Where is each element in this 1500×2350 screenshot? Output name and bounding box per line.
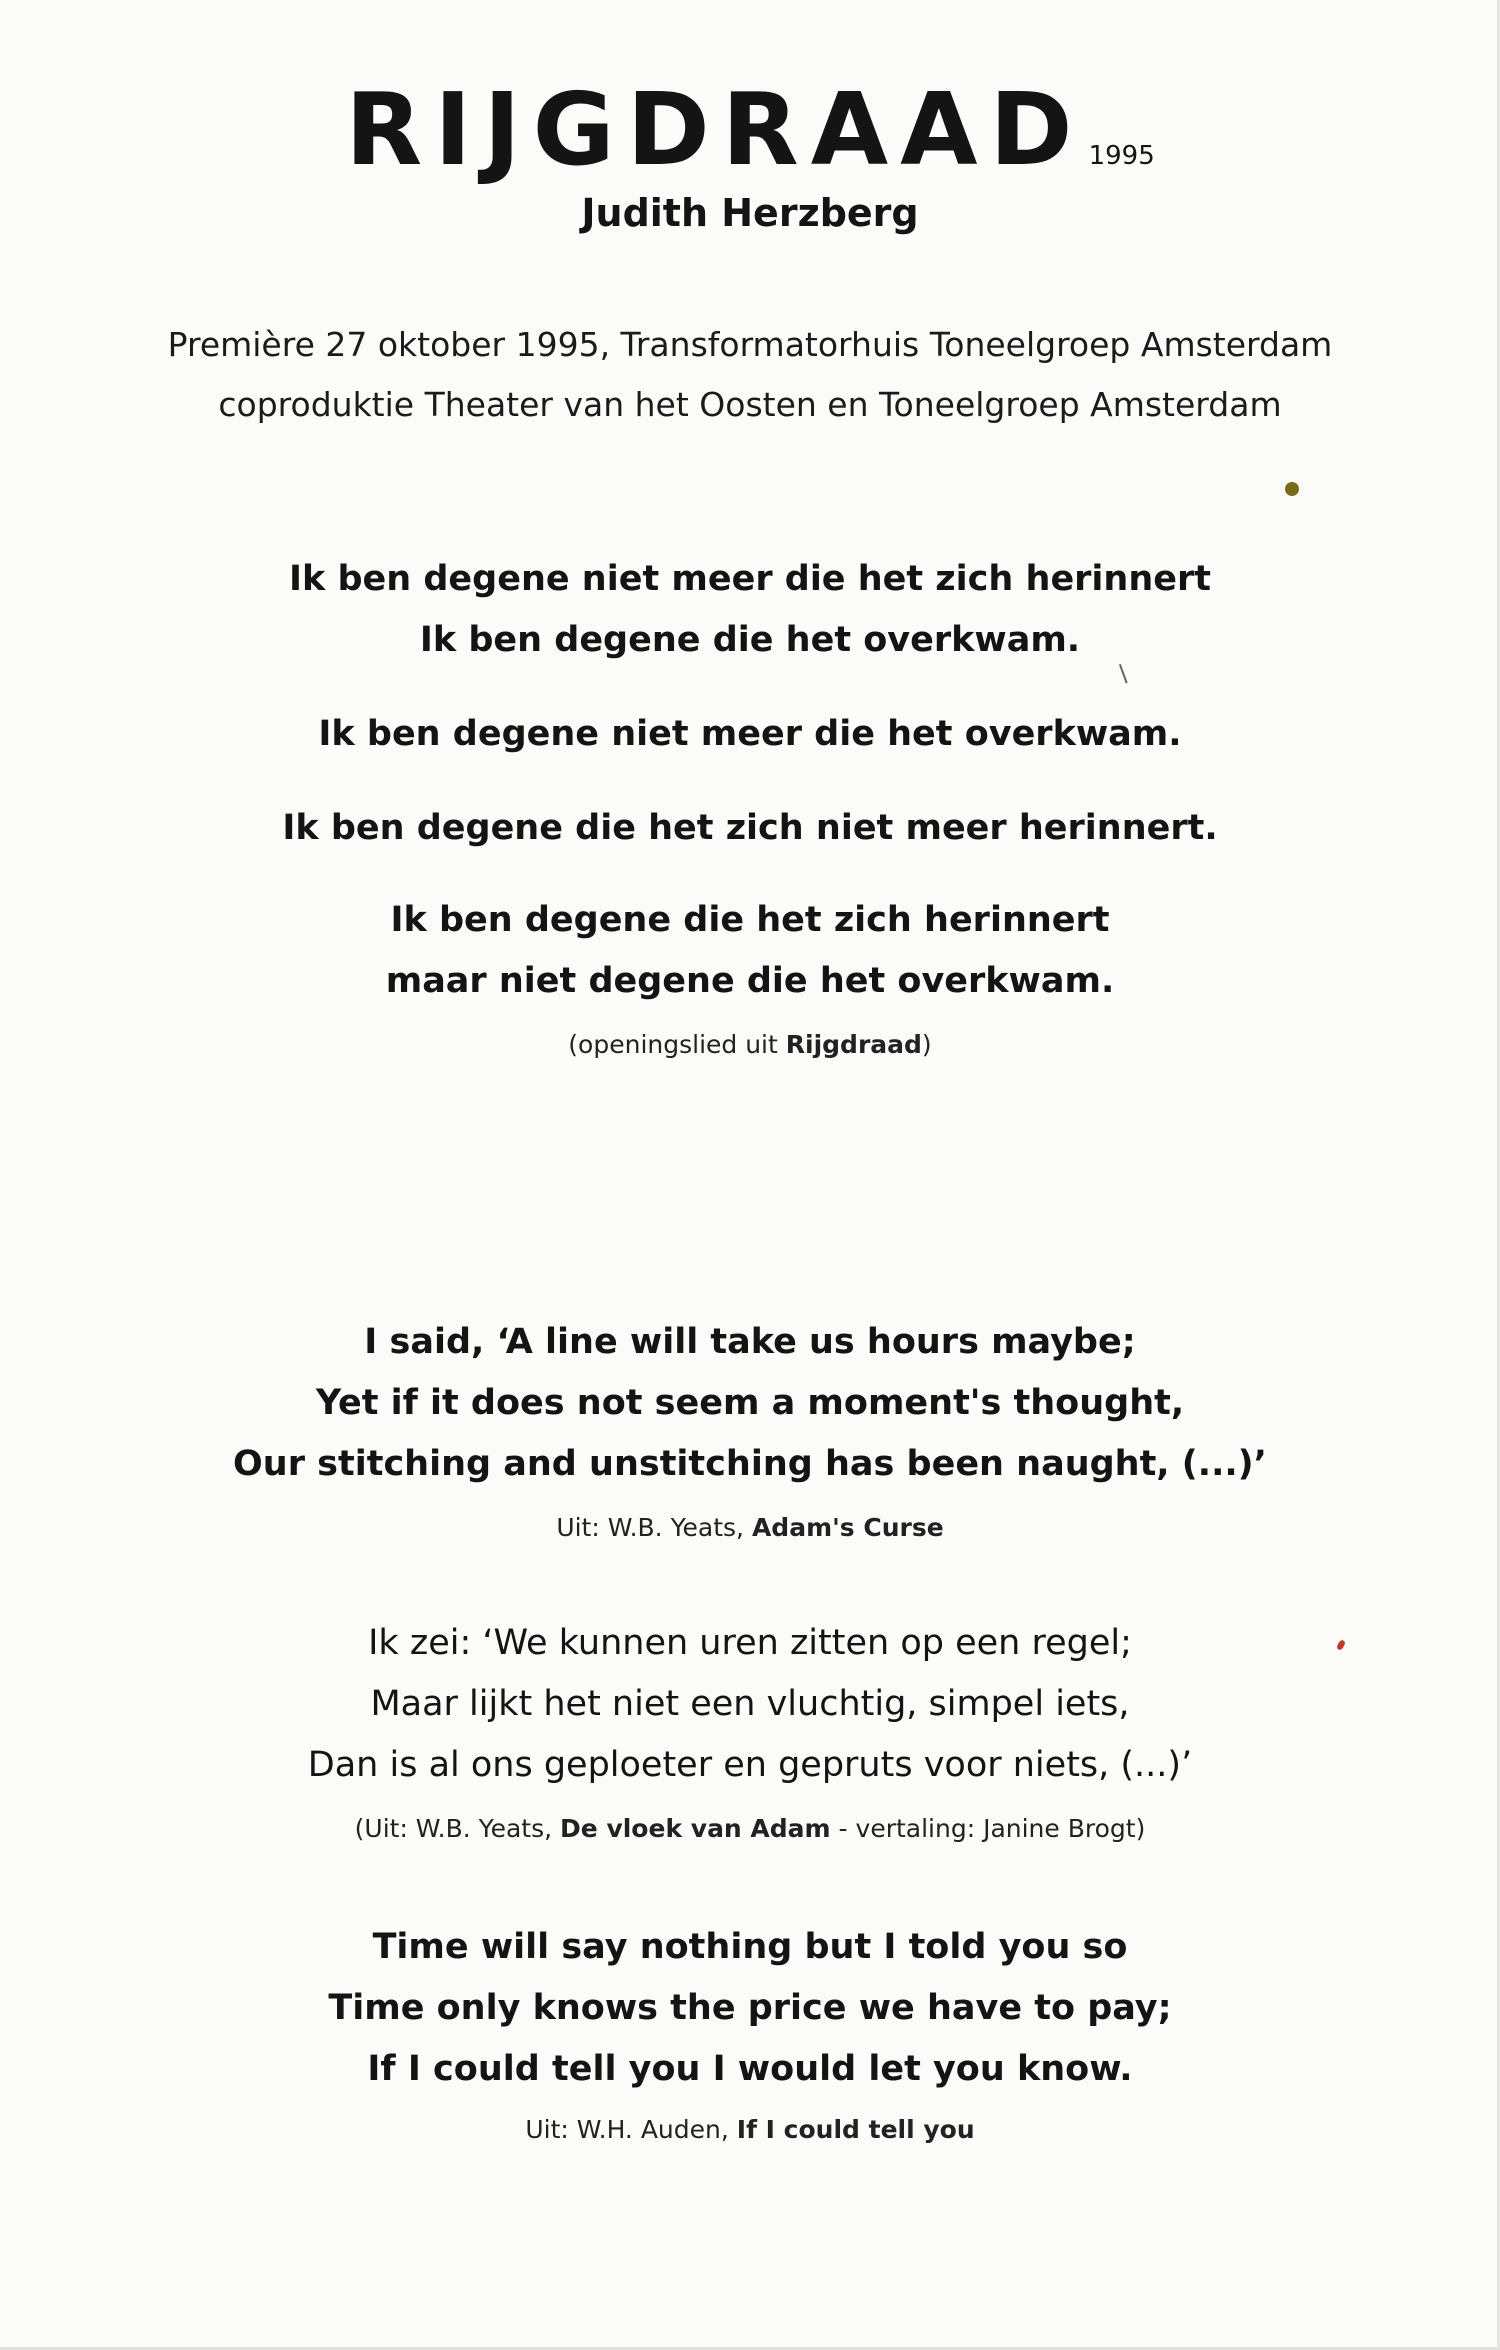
opening-stanza-4: [0, 890, 1500, 1012]
poem-line: Our stitching and unstitching has been naught, (...)’: [233, 1444, 1267, 1484]
poem-line: Ik ben degene die het zich herinnert: [390, 900, 1110, 940]
premiere-line: Première 27 oktober 1995, Transformatorhuis Toneelgroep Amsterdam: [167, 325, 1333, 364]
caption-text: (openingslied uit: [568, 1030, 786, 1059]
caption-text: Uit: W.B. Yeats,: [556, 1513, 752, 1542]
poem-line: Time will say nothing but I told you so: [372, 1927, 1128, 1967]
opening-stanza-1: [0, 549, 1500, 671]
poem-line: I said, ‘A line will take us hours maybe;: [364, 1322, 1136, 1362]
caption-title: Rijgdraad: [785, 1030, 922, 1059]
caption-title: De vloek van Adam: [560, 1814, 831, 1843]
auden-caption: [0, 2112, 1500, 2148]
poem-line: Ik ben degene die het zich niet meer herinnert.: [282, 808, 1218, 848]
coproduction-line: coproduktie Theater van het Oosten en Toneelgroep Amsterdam: [218, 385, 1282, 424]
caption-text: (Uit: W.B. Yeats,: [354, 1814, 561, 1843]
auden-quote: [0, 1917, 1500, 2100]
poem-line: Ik ben degene die het overkwam.: [419, 620, 1081, 660]
poem-line: Ik zei: ‘We kunnen uren zitten op een regel;: [368, 1623, 1132, 1663]
opening-song-caption: [0, 1027, 1500, 1063]
ink-speck: [1285, 482, 1299, 496]
poem-line: Dan is al ons geploeter en gepruts voor niets, (...)’: [307, 1745, 1193, 1785]
yeats-dutch-quote: [0, 1613, 1500, 1796]
poem-line: maar niet degene die het overkwam.: [385, 961, 1115, 1001]
yeats-english-caption: [0, 1510, 1500, 1546]
title-row: [0, 71, 1500, 188]
poem-line: Maar lijkt het niet een vluchtig, simpel iets,: [370, 1684, 1130, 1724]
poem-line: Ik ben degene niet meer die het overkwam.: [318, 714, 1182, 754]
premiere-info: [0, 315, 1500, 435]
caption-text: ): [921, 1030, 932, 1059]
caption-title: Adam's Curse: [751, 1513, 944, 1542]
poem-line: If I could tell you I would let you know.: [367, 2049, 1133, 2089]
page-title: RIJGDRAAD: [345, 71, 1085, 188]
poem-line: Yet if it does not seem a moment's thought,: [315, 1383, 1185, 1423]
caption-title: If I could tell you: [736, 2115, 975, 2144]
caption-text: - vertaling: Janine Brogt): [830, 1814, 1146, 1843]
title-year: 1995: [1088, 141, 1155, 171]
caption-text: Uit: W.H. Auden,: [525, 2115, 737, 2144]
poem-line: Ik ben degene niet meer die het zich herinnert: [289, 559, 1211, 599]
poem-line: Time only knows the price we have to pay;: [328, 1988, 1172, 2028]
yeats-dutch-caption: [0, 1811, 1500, 1847]
opening-stanza-2: [0, 704, 1500, 765]
author-name: Judith Herzberg: [581, 191, 919, 235]
opening-stanza-3: [0, 798, 1500, 859]
yeats-english-quote: [0, 1312, 1500, 1495]
